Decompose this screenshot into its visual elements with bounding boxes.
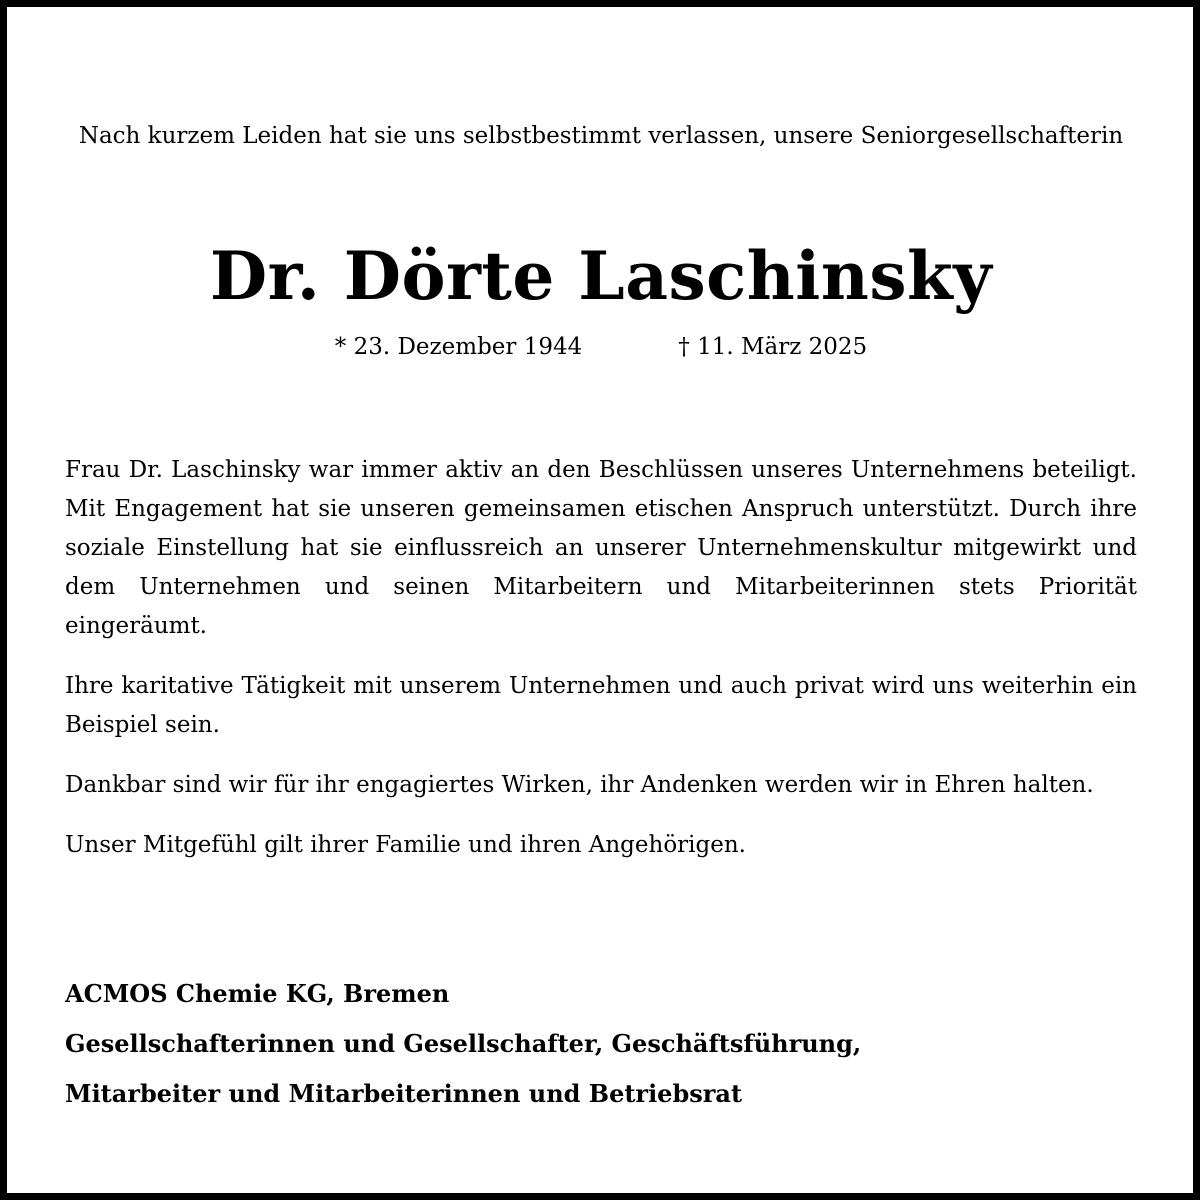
- death-date: † 11. März 2025: [678, 334, 868, 360]
- signature-staff: Mitarbeiter und Mitarbeiterinnen und Betriebsrat: [65, 1079, 743, 1108]
- paragraph-condolence: Unser Mitgefühl gilt ihrer Familie und ihren Angehörigen.: [65, 832, 746, 858]
- paragraph-charity: Ihre karitative Tätigkeit mit unserem Unternehmen und auch privat wird uns weiterhin ein Beispiel sein.: [65, 673, 1137, 738]
- paragraph-gratitude: Dankbar sind wir für ihr engagiertes Wirken, ihr Andenken werden wir in Ehren halten.: [65, 772, 1094, 798]
- intro-line: Nach kurzem Leiden hat sie uns selbstbestimmt verlassen, unsere Seniorgesellschafterin: [78, 123, 1124, 149]
- signature-shareholders: Gesellschafterinnen und Gesellschafter, Geschäftsführung,: [65, 1029, 862, 1058]
- birth-date: * 23. Dezember 1944: [334, 334, 583, 360]
- paragraph-tribute: Frau Dr. Laschinsky war immer aktiv an den Beschlüssen unseres Unternehmens beteiligt. Mit Engagement hat sie unseren gemeinsamen etischen Anspruch unterstützt. Durch ihre soziale Einstellung hat sie einflussreich an unserer Unternehmenskultur mitgewirkt und dem Unternehmen und seinen Mitarbeitern und Mitarbeiterinnen stets Priorität eingeräumt.: [65, 457, 1137, 639]
- obituary-body: [65, 451, 1137, 886]
- signature-block: [65, 969, 1137, 1119]
- signature-company: ACMOS Chemie KG, Bremen: [65, 979, 450, 1008]
- deceased-name: Dr. Dörte Laschinsky: [209, 237, 993, 315]
- life-dates: [65, 331, 1137, 363]
